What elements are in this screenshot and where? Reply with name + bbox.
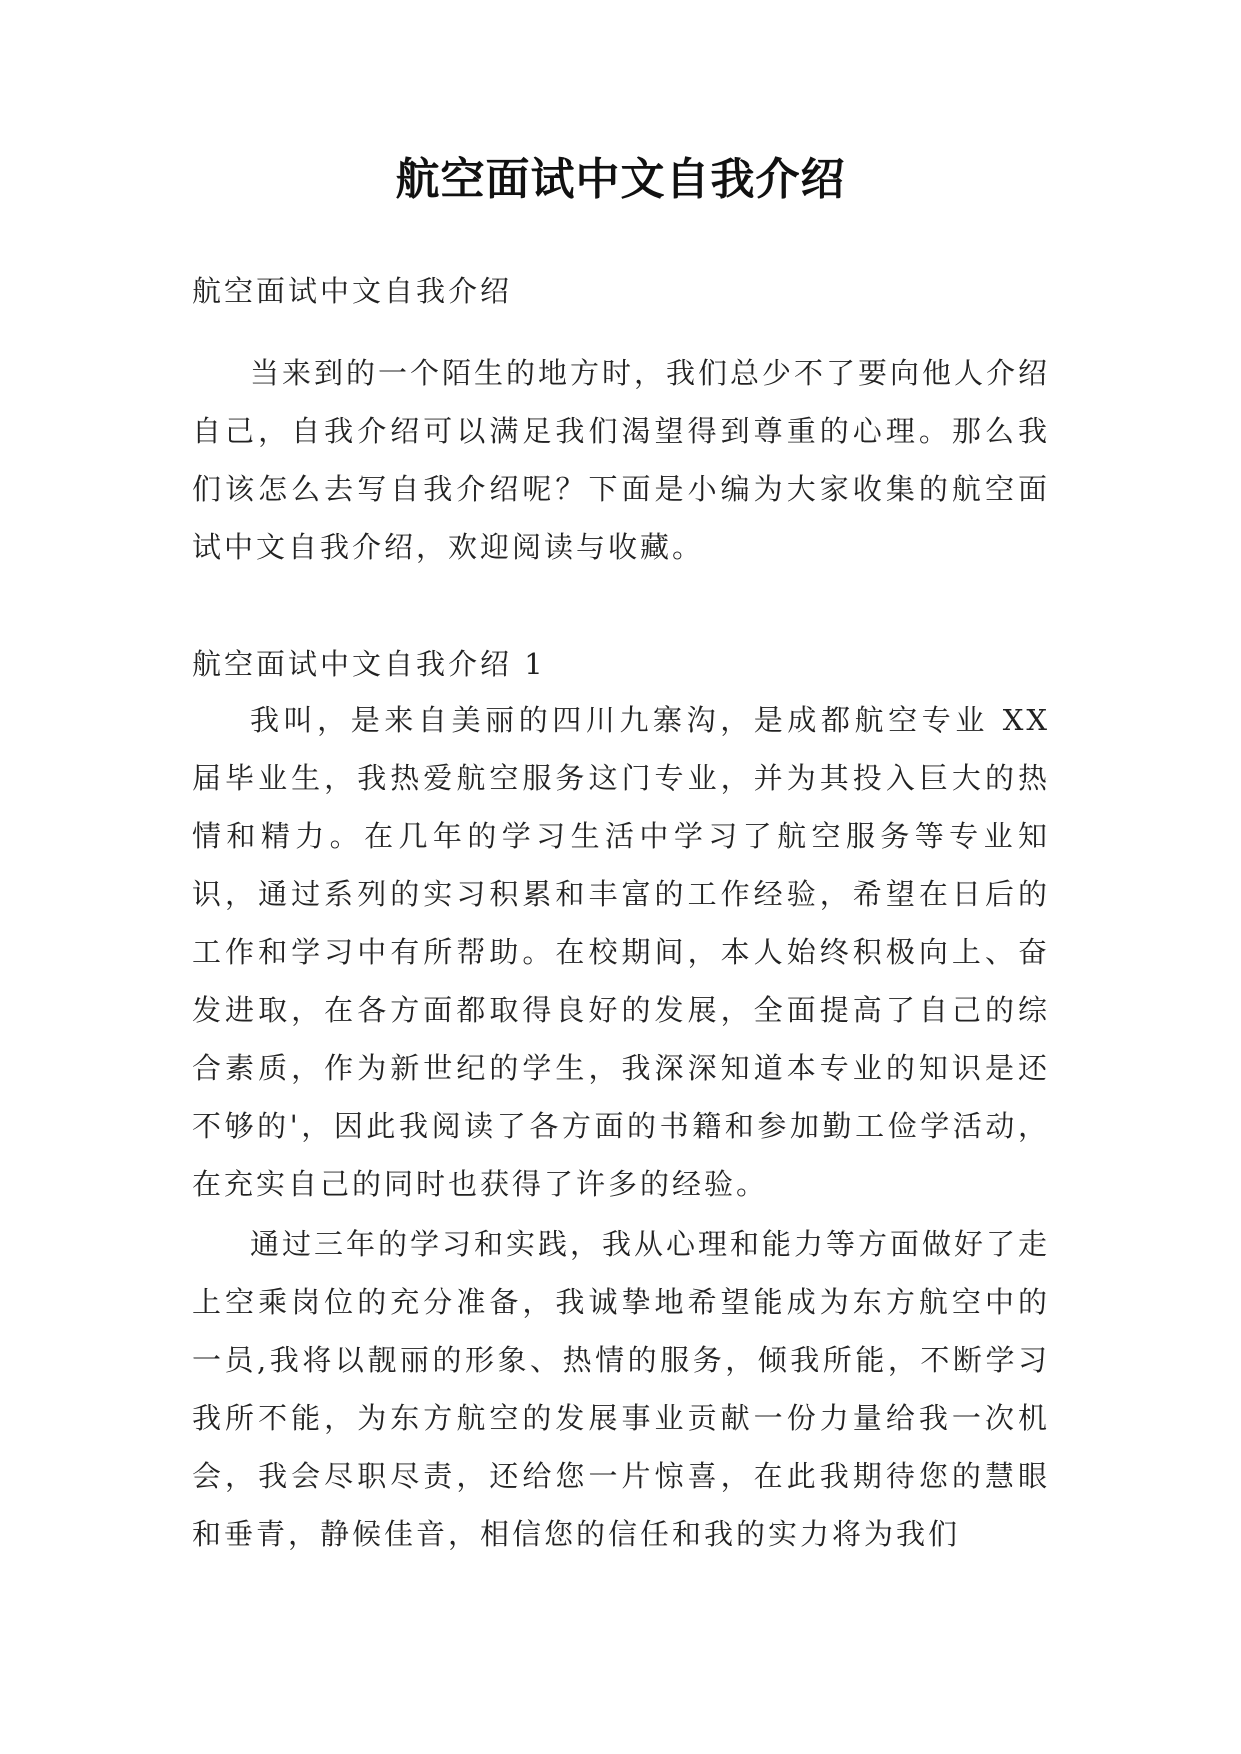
section1-heading-block: [192, 635, 1050, 693]
section1-paragraph1: 我叫，是来自美丽的四川九寨沟，是成都航空专业 XX 届毕业生，我热爱航空服务这门专业，并为其投入巨大的热情和精力。在几年的学习生活中学习了航空服务等专业知识，通过系列的实习积累和丰富的工作经验，希望在日后的工作和学习中有所帮助。在校期间，本人始终积极向上、奋发进取，在各方面都取得良好的发展，全面提高了自己的综合素质，作为新世纪的学生，我深深知道本专业的知识是还不够的'，因此我阅读了各方面的书籍和参加勤工俭学活动，在充实自己的同时也获得了许多的经验。: [192, 703, 1050, 1201]
document-title: 航空面试中文自我介绍: [395, 154, 846, 205]
intro-paragraph: 当来到的一个陌生的地方时，我们总少不了要向他人介绍自己，自我介绍可以满足我们渴望得到尊重的心理。那么我们该怎么去写自我介绍呢？下面是小编为大家收集的航空面试中文自我介绍，欢迎阅读与收藏。: [192, 356, 1051, 564]
intro-paragraph-block: [192, 344, 1050, 576]
section1-paragraph1-block: [192, 691, 1050, 1213]
intro-heading-block: [192, 262, 1050, 320]
section1-paragraph2: 通过三年的学习和实践，我从心理和能力等方面做好了走上空乘岗位的充分准备，我诚挚地希望能成为东方航空中的一员,我将以靓丽的形象、热情的服务，倾我所能，不断学习我所不能，为东方航空的发展事业贡献一份力量给我一次机会，我会尽职尽责，还给您一片惊喜，在此我期待您的慧眼和垂青，静候佳音，相信您的信任和我的实力将为我们: [192, 1227, 1051, 1551]
section1-heading: 航空面试中文自我介绍 1: [192, 647, 546, 681]
intro-heading: 航空面试中文自我介绍: [192, 274, 513, 308]
section1-paragraph2-block: [192, 1215, 1050, 1563]
